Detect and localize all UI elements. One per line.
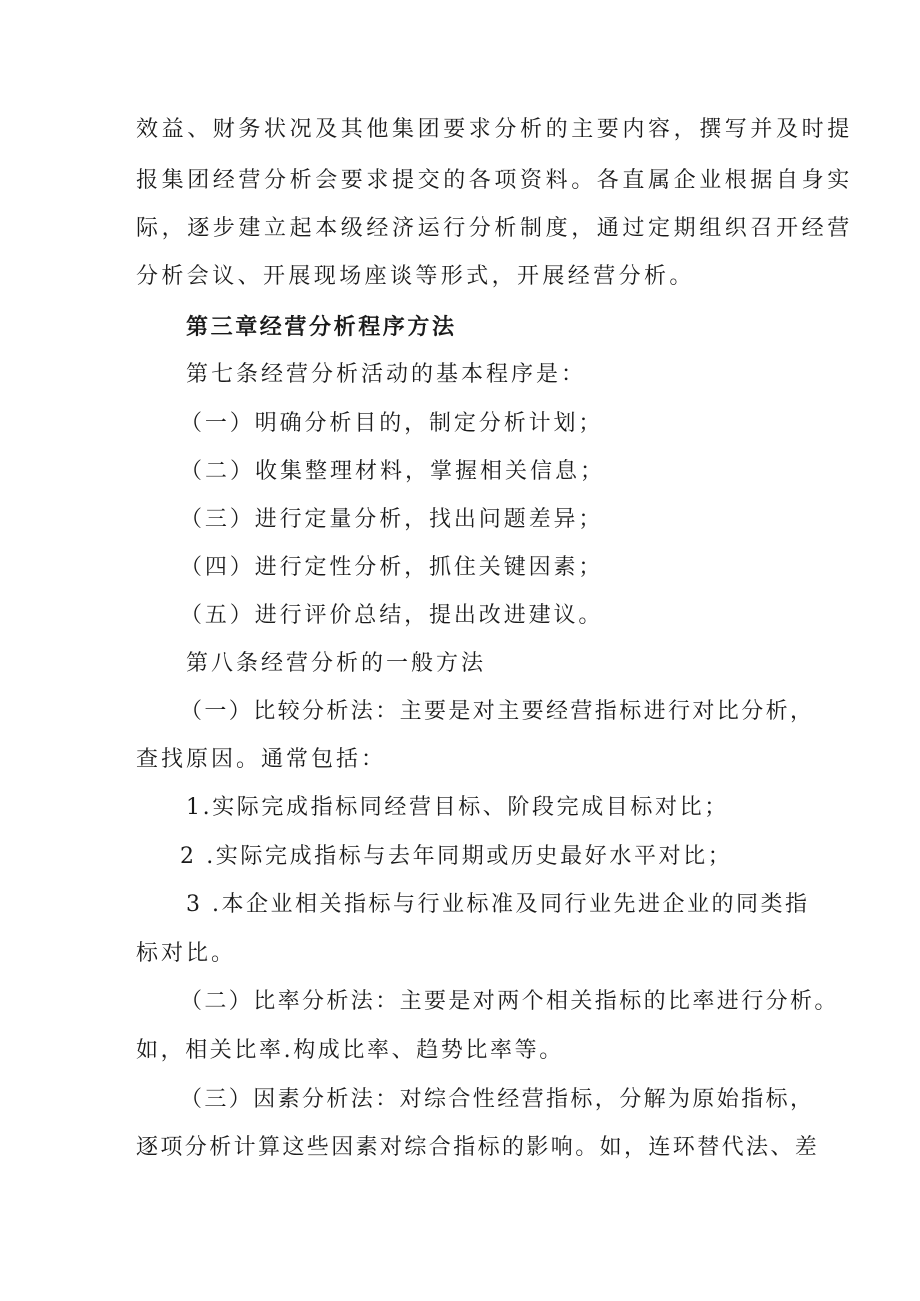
list-item: （三）因素分析法：对综合性经营指标，分解为原始指标， [180, 1087, 815, 1112]
paragraph-line: 报集团经营分析会要求提交的各项资料。各直属企业根据自身实 [136, 168, 853, 193]
paragraph-line: 标对比。 [136, 941, 237, 966]
list-item: （一）明确分析目的，制定分析计划； [180, 411, 604, 436]
list-item: （三）进行定量分析，找出问题差异； [180, 507, 604, 532]
list-item: （二）比率分析法：主要是对两个相关指标的比率进行分析。 [180, 989, 839, 1014]
chapter-heading: 第三章经营分析程序方法 [186, 314, 457, 340]
list-item: （二）收集整理材料，掌握相关信息； [180, 459, 606, 484]
paragraph-line: 如，相关比率.构成比率、趋势比率等。 [136, 1038, 564, 1063]
paragraph-line: 查找原因。通常包括： [136, 747, 387, 772]
numbered-item: 1.实际完成指标同经营目标、阶段完成目标对比； [186, 795, 729, 820]
list-item: （四）进行定性分析，抓住关键因素； [180, 555, 604, 580]
numbered-item: 3 .本企业相关指标与行业标准及同行业先进企业的同类指 [186, 892, 810, 917]
paragraph-line: 逐项分析计算这些因素对综合指标的影响。如，连环替代法、差 [136, 1135, 820, 1160]
numbered-item: 2 .实际完成指标与去年同期或历史最好水平对比； [180, 844, 733, 869]
list-item: （一）比较分析法：主要是对主要经营指标进行对比分析， [180, 699, 815, 724]
paragraph-line: 效益、财务状况及其他集团要求分析的主要内容，撰写并及时提 [136, 117, 853, 142]
article-title: 第七条经营分析活动的基本程序是： [186, 362, 587, 387]
paragraph-line: 际，逐步建立起本级经济运行分析制度，通过定期组织召开经营 [136, 216, 853, 241]
list-item: （五）进行评价总结，提出改进建议。 [180, 603, 604, 628]
paragraph-line: 分析会议、开展现场座谈等形式，开展经营分析。 [136, 264, 695, 289]
article-title: 第八条经营分析的一般方法 [186, 651, 487, 676]
